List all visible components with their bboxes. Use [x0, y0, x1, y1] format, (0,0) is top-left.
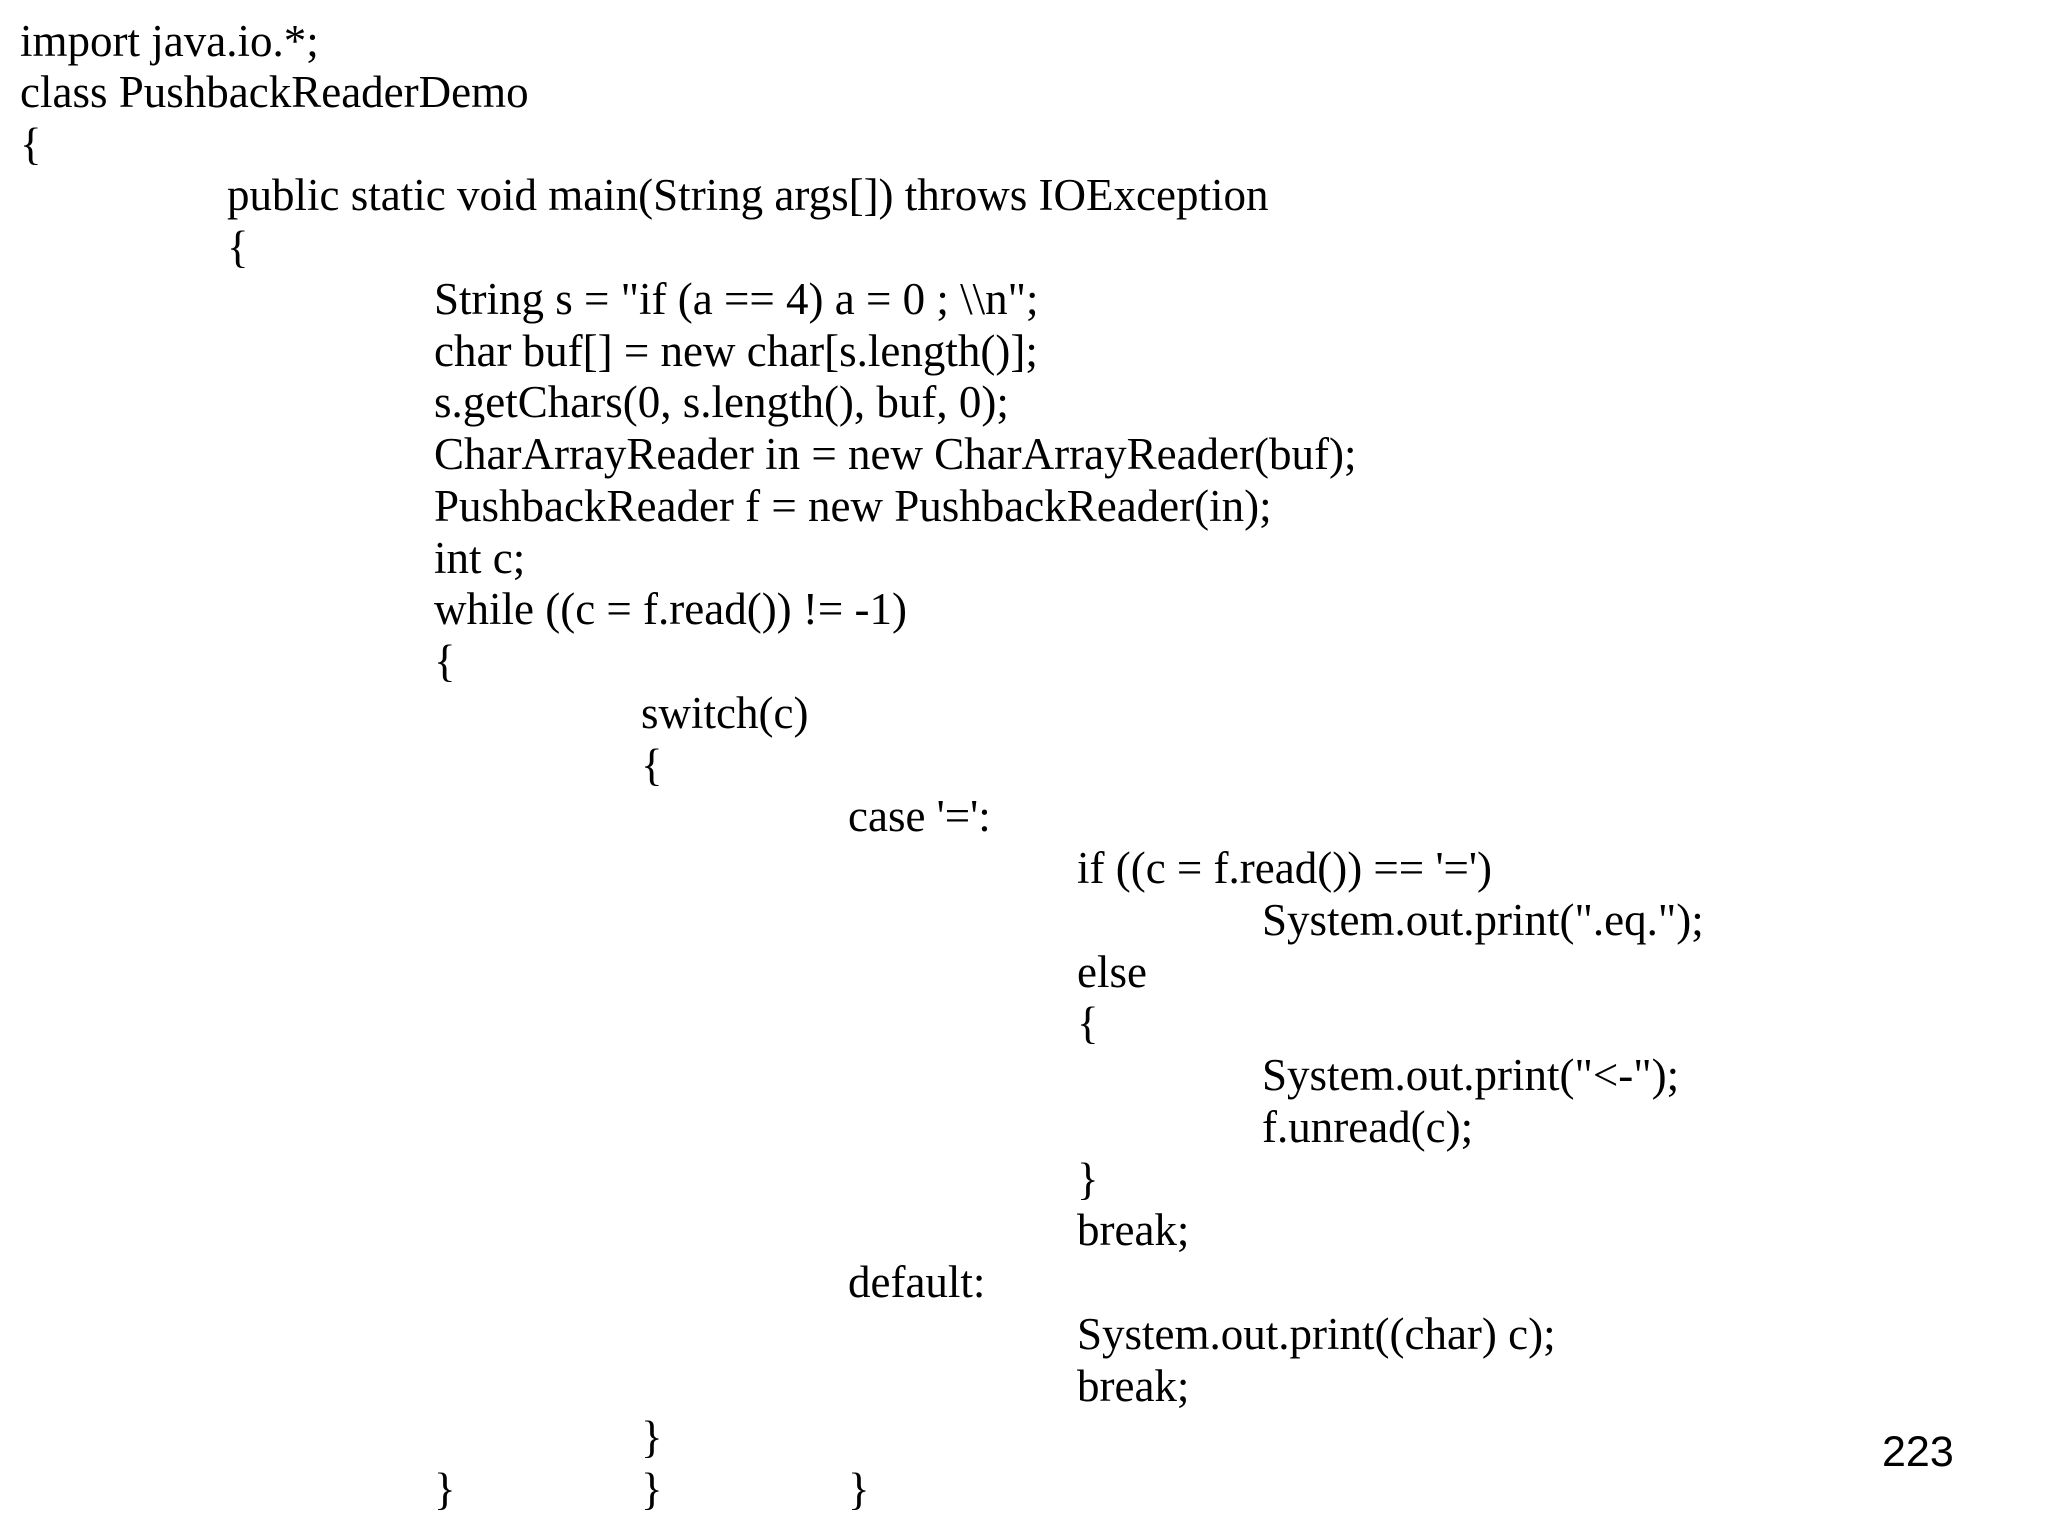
code-line: { [434, 636, 456, 686]
code-line: break; [1077, 1361, 1190, 1411]
code-line: String s = "if (a == 4) a = 0 ; \\n"; [434, 274, 1039, 324]
code-line: import java.io.*; [20, 16, 319, 66]
code-line: System.out.print("<-"); [1262, 1050, 1680, 1100]
code-line: case '=': [848, 791, 991, 841]
code-line: } [848, 1464, 870, 1514]
code-line: System.out.print((char) c); [1077, 1309, 1556, 1359]
code-line: char buf[] = new char[s.length()]; [434, 326, 1038, 376]
code-line: } [641, 1412, 663, 1462]
code-line: else [1077, 947, 1147, 997]
code-line: { [1077, 998, 1099, 1048]
code-line: switch(c) [641, 688, 809, 738]
code-line: } [434, 1464, 456, 1514]
code-line: } [1077, 1154, 1099, 1204]
code-line: { [641, 740, 663, 790]
page-number: 223 [1882, 1428, 1954, 1476]
code-line: break; [1077, 1205, 1190, 1255]
code-line: while ((c = f.read()) != -1) [434, 584, 908, 634]
code-line: int c; [434, 533, 526, 583]
code-line: { [227, 222, 249, 272]
code-line: } [641, 1464, 663, 1514]
code-line: PushbackReader f = new PushbackReader(in); [434, 481, 1272, 531]
code-line: s.getChars(0, s.length(), buf, 0); [434, 377, 1009, 427]
code-line: CharArrayReader in = new CharArrayReader(buf); [434, 429, 1357, 479]
code-line: public static void main(String args[]) throws IOException [227, 170, 1269, 220]
code-line: default: [848, 1257, 986, 1307]
code-line: System.out.print(".eq."); [1262, 895, 1704, 945]
code-line: class PushbackReaderDemo [20, 67, 529, 117]
code-line: f.unread(c); [1262, 1102, 1474, 1152]
code-line: if ((c = f.read()) == '=') [1077, 843, 1493, 893]
code-line: { [20, 119, 42, 169]
